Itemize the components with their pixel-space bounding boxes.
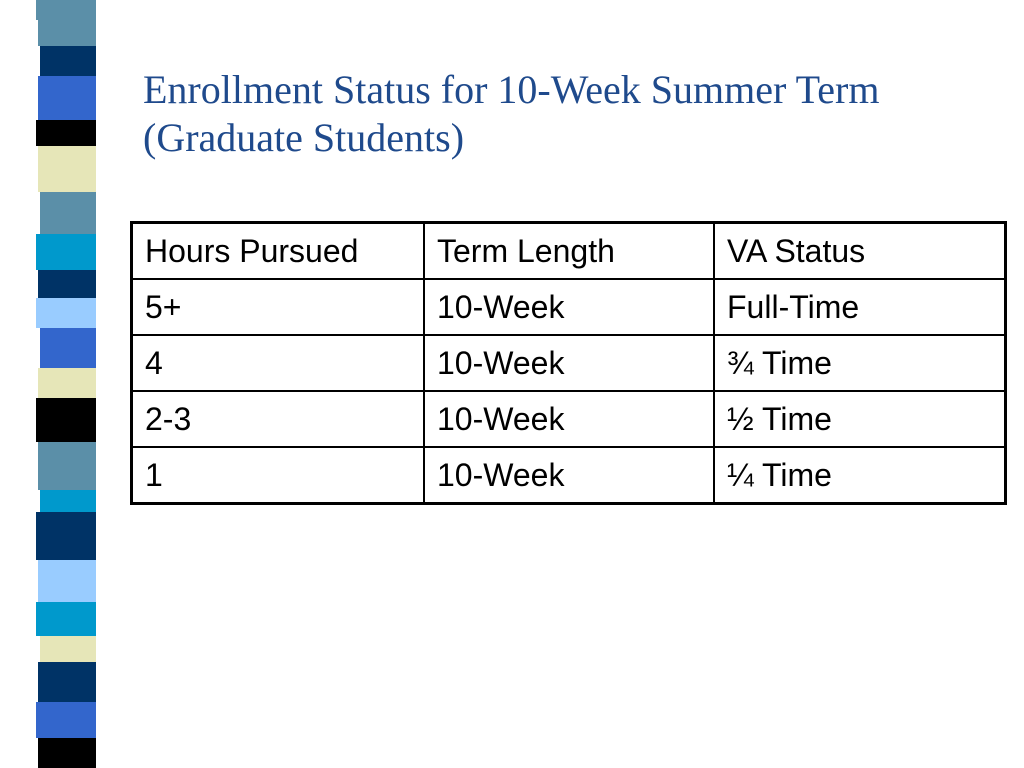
cell-hours: 4 — [132, 335, 425, 391]
table-row — [132, 447, 1006, 504]
table-row — [132, 279, 1006, 335]
decorative-stripe — [0, 0, 118, 768]
cell-term-length: 10-Week — [424, 279, 714, 335]
cell-hours: 2-3 — [132, 391, 425, 447]
slide-title — [143, 66, 1003, 162]
header-term-length: Term Length — [424, 223, 714, 280]
table-header-row — [132, 223, 1006, 280]
slide-title-line-2: (Graduate Students) — [143, 115, 465, 160]
enrollment-status-table — [130, 221, 1007, 505]
cell-va-status: ½ Time — [714, 391, 1006, 447]
stripe-blocks — [36, 0, 96, 768]
cell-term-length: 10-Week — [424, 391, 714, 447]
cell-term-length: 10-Week — [424, 447, 714, 504]
cell-va-status: ¾ Time — [714, 335, 1006, 391]
slide-title-line-1: Enrollment Status for 10-Week Summer Term — [143, 67, 880, 112]
cell-va-status: Full-Time — [714, 279, 1006, 335]
cell-term-length: 10-Week — [424, 335, 714, 391]
header-hours-pursued: Hours Pursued — [132, 223, 425, 280]
enrollment-table-container — [130, 221, 1007, 505]
cell-hours: 5+ — [132, 279, 425, 335]
cell-hours: 1 — [132, 447, 425, 504]
header-va-status: VA Status — [714, 223, 1006, 280]
cell-va-status: ¼ Time — [714, 447, 1006, 504]
stripe-graphic — [0, 0, 118, 768]
table-row — [132, 335, 1006, 391]
table-row — [132, 391, 1006, 447]
